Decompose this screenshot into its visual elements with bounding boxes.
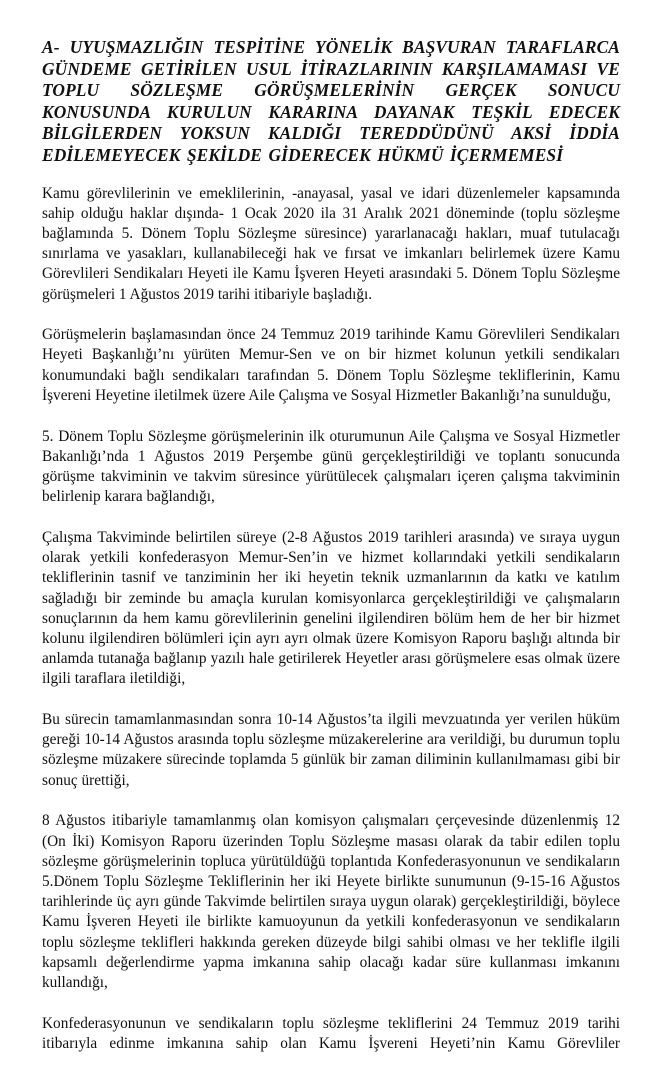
document-page <box>42 37 620 1075</box>
section-heading: A- UYUŞMAZLIĞIN TESPİTİNE YÖNELİK BAŞVURAN TARAFLARCA GÜNDEME GETİRİLEN USUL İTİRAZLARININ KARŞILAMAMASI VE TOPLU SÖZLEŞME GÖRÜŞMELERİNİN GERÇEK SONUCU KONUSUNDA KURULUN KARARINA DAYANAK TEŞKİL EDECEK BİLGİLERDEN YOKSUN KALDIĞI TEREDDÜDÜNÜ AKSİ İDDİA EDİLEMEYECEK ŞEKİLDE GİDERECEK HÜKMÜ İÇERMEMESİ <box>42 37 620 165</box>
paragraph-2: Görüşmelerin başlamasından önce 24 Temmuz 2019 tarihinde Kamu Görevlileri Sendikaları Heyeti Başkanlığı’nı yürüten Memur-Sen ve on bir hizmet kolunun yetkili sendikaları konumundaki bağlı sendikaları tarafından 5. Dönem Toplu Sözleşme tekliflerinin, Kamu İşvereni Heyetine iletilmek üzere Aile Çalışma ve Sosyal Hizmetler Bakanlığı’na sunulduğu, <box>42 326 620 404</box>
paragraph-1: Kamu görevlilerinin ve emeklilerinin, -anayasal, yasal ve idari düzenlemeler kapsamında sahip olduğu haklar dışında- 1 Ocak 2020 ila 31 Aralık 2021 döneminde (toplu sözleşme bağlamında 5. Dönem Toplu Sözleşme süresince) yararlanacağı hakları, muaf tutulacağı sınırlama ve yasakları, kullanabileceği hak ve fırsat ve imkanları belirlemek üzere Kamu Görevlileri Sendikaları Heyeti ile Kamu İşveren Heyeti arasındaki 5. Dönem Toplu Sözleşme görüşmeleri 1 Ağustos 2019 tarihi itibariyle başladığı. <box>42 184 620 303</box>
paragraph-7: Konfederasyonunun ve sendikaların toplu sözleşme tekliflerini 24 Temmuz 2019 tarihi itibarıyla edinme imkanına sahip olan Kamu İşvereni Heyeti’nin Kamu Görevliler <box>42 1014 620 1052</box>
paragraph-5: Bu sürecin tamamlanmasından sonra 10-14 Ağustos’ta ilgili mevzuatında yer verilen hüküm gereği 10-14 Ağustos arasında toplu sözleşme müzakerelerine ara verildiği, bu durumun toplu sözleşme müzakere sürecinde toplamda 5 günlük bir zaman diliminin kullanılmaması gibi bir sonuç ürettiği, <box>42 711 620 789</box>
paragraph-3: 5. Dönem Toplu Sözleşme görüşmelerinin ilk oturumunun Aile Çalışma ve Sosyal Hizmetler Bakanlığı’nda 1 Ağustos 2019 Perşembe günü gerçekleştirildiği ve toplantı sonucunda görüşme takviminin ve takvim süresince yürütülecek çalışmaları içeren çalışma takviminin belirlenip karara bağlandığı, <box>42 427 620 506</box>
paragraph-6: 8 Ağustos itibariyle tamamlanmış olan komisyon çalışmaları çerçevesinde düzenlenmiş 12 (On İki) Komisyon Raporu üzerinden Toplu Sözleşme masası olarak da tabir edilen toplu sözleşme görüşmelerinin topluca yürütüldüğü toplantıda Konfederasyonunun ve sendikaların 5.Dönem Toplu Sözleşme Tekliflerinin her iki Heyete birlikte sunumunun (9-15-16 Ağustos tarihlerinde üç ayrı günde Takvimde belirtilen sıraya uygun olarak) gerçekleştirildiği, böylece Kamu İşveren Heyeti ile birlikte kamuoyunun da yetkili konfederasyonun ve sendikaların toplu sözleşme teklifleri hakkında gereken düzeyde bilgi sahibi olması ve her teklifle ilgili kapsamlı değerlendirme yapma imkanına sahip olacağı kadar süre kullanması imkanını kullandığı, <box>42 812 620 991</box>
paragraph-4: Çalışma Takviminde belirtilen süreye (2-8 Ağustos 2019 tarihleri arasında) ve sıraya uygun olarak yetkili konfederasyon Memur-Sen’in ve hizmet kollarındaki yetkili sendikaların tekliflerinin tasnif ve tanziminin her iki heyetin teknik uzmanlarının da katkı ve katılım sağladığı bir zeminde bu amaçla kurulan komisyonlarca gerçekleştirildiği ve çalışmaların sonuçlarının da hem kamu görevlilerinin genelini ilgilendiren bölüm hem de her bir hizmet kolunu ilgilendiren bölümleri için ayrı ayrı olmak üzere Komisyon Raporu başlığı altında bir anlamda tutanağa bağlanıp yazılı hale getirilerek Heyetler arası görüşmelere esas olmak üzere ilgili taraflara iletildiği, <box>42 528 620 688</box>
